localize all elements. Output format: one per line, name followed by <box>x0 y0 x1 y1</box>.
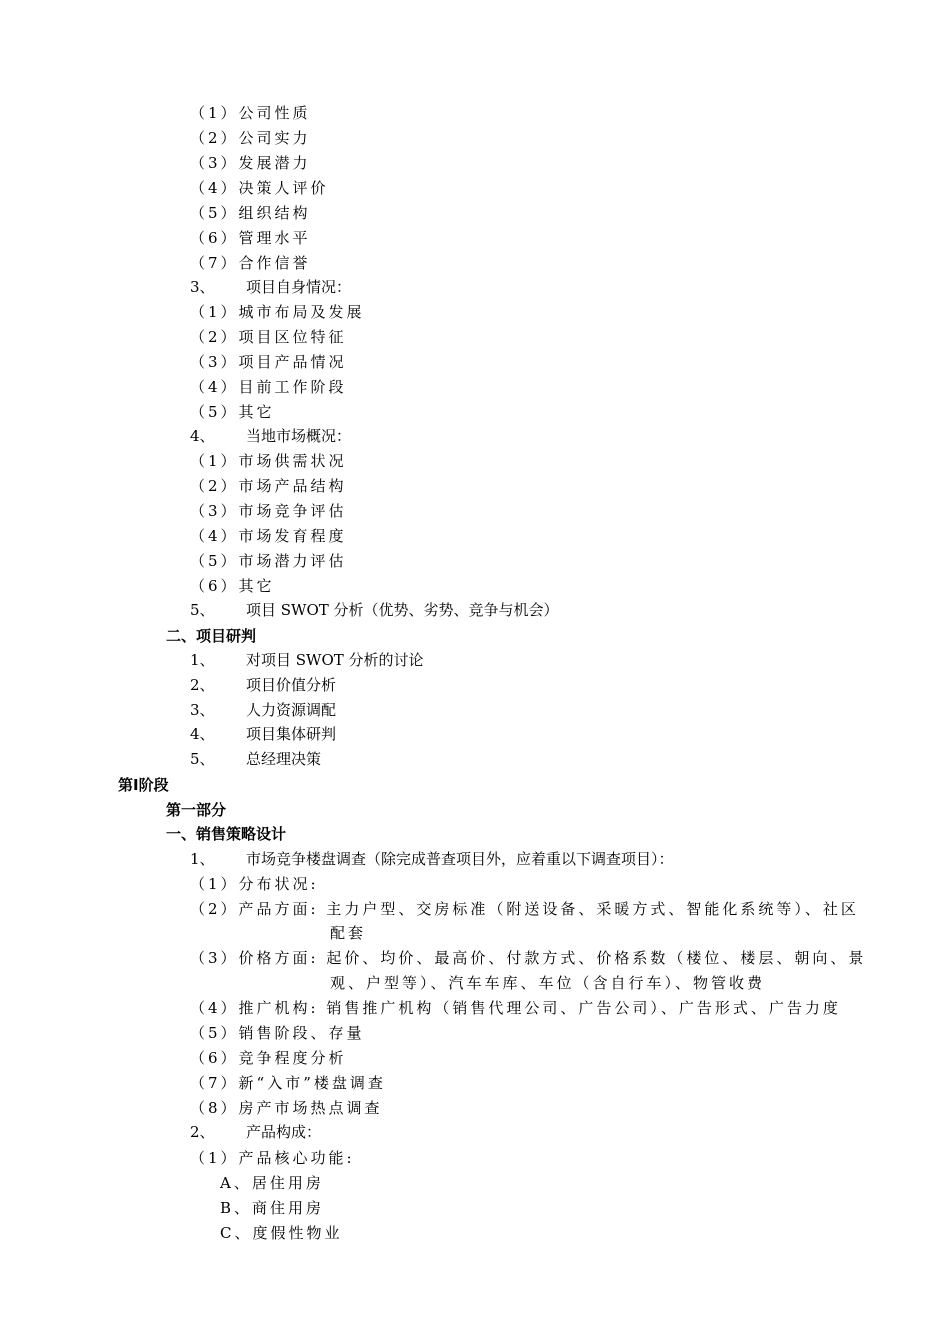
list-item: （5）市场潜力评估 <box>190 552 347 570</box>
list-item: （3）项目产品情况 <box>190 353 347 371</box>
list-item: （2）公司实力 <box>190 129 311 147</box>
list-item: （2）产品方面: 主力户型、交房标准（附送设备、采暖方式、智能化系统等）、社区 <box>190 900 859 918</box>
stage-heading: 第Ⅰ阶段 <box>118 776 169 794</box>
list-item: （3）发展潜力 <box>190 154 311 172</box>
section-heading: 二、项目研判 <box>166 627 257 645</box>
item-number: 2、 <box>190 676 215 694</box>
numbered-item <box>190 675 790 695</box>
list-item: （5）销售阶段、存量 <box>190 1024 365 1042</box>
section-heading: 一、销售策略设计 <box>166 825 287 843</box>
item-number: 4、 <box>190 427 215 445</box>
numbered-item <box>190 724 790 744</box>
numbered-item <box>190 600 830 620</box>
numbered-item <box>190 700 790 720</box>
item-number: 5、 <box>190 750 215 768</box>
list-item: （7）合作信誉 <box>190 254 311 272</box>
item-text: 项目集体研判 <box>246 725 337 743</box>
list-item: （6）其它 <box>190 577 275 595</box>
item-number: 3、 <box>190 278 215 296</box>
list-item: （3）价格方面: 起价、均价、最高价、付款方式、价格系数（楼位、楼层、朝向、景 <box>190 949 867 967</box>
list-item: （5）其它 <box>190 403 275 421</box>
item-text: 人力资源调配 <box>246 701 337 719</box>
sub-list-item: A、居住用房 <box>220 1174 324 1192</box>
item-number: 2、 <box>190 1123 215 1141</box>
item-number: 5、 <box>190 601 215 619</box>
numbered-item <box>190 277 790 297</box>
list-item: （2）项目区位特征 <box>190 328 347 346</box>
list-item: （5）组织结构 <box>190 204 311 222</box>
list-item: （1）产品核心功能: <box>190 1149 355 1167</box>
list-item: （3）市场竞争评估 <box>190 502 347 520</box>
part-heading: 第一部分 <box>166 801 227 819</box>
list-item: （2）市场产品结构 <box>190 477 347 495</box>
list-item: （4）市场发育程度 <box>190 527 347 545</box>
list-item: （1）市场供需状况 <box>190 452 347 470</box>
item-number: 4、 <box>190 725 215 743</box>
item-text: 项目自身情况： <box>246 278 352 296</box>
list-item: （1）公司性质 <box>190 104 311 122</box>
sub-list-item: C、度假性物业 <box>220 1224 343 1242</box>
numbered-item <box>190 426 790 446</box>
list-item: （1）城市布局及发展 <box>190 303 365 321</box>
list-item: （6）管理水平 <box>190 229 311 247</box>
item-text: 项目 SWOT 分析（优势、劣势、竞争与机会） <box>246 601 559 619</box>
list-item: （8）房产市场热点调查 <box>190 1099 383 1117</box>
item-number: 1、 <box>190 850 215 868</box>
item-text: 市场竞争楼盘调查（除完成普查项目外，应着重以下调查项目）： <box>246 850 674 868</box>
list-item: （4）目前工作阶段 <box>190 378 347 396</box>
item-number: 3、 <box>190 701 215 719</box>
list-item: （4）决策人评价 <box>190 179 329 197</box>
list-item: （6）竞争程度分析 <box>190 1049 347 1067</box>
list-item: （7）新“入市”楼盘调查 <box>190 1074 386 1092</box>
item-text: 当地市场概况： <box>246 427 352 445</box>
list-item-continuation: 观、户型等）、汽车车库、车位（含自行车）、物管收费 <box>330 974 766 992</box>
numbered-item <box>190 849 830 869</box>
item-text: 对项目 SWOT 分析的讨论 <box>246 651 424 669</box>
list-item-continuation: 配套 <box>330 924 367 942</box>
sub-list-item: B、商住用房 <box>220 1199 325 1217</box>
numbered-item <box>190 650 790 670</box>
item-text: 总经理决策 <box>246 750 322 768</box>
numbered-item <box>190 749 790 769</box>
item-number: 1、 <box>190 651 215 669</box>
list-item: （1）分布状况: <box>190 875 319 893</box>
item-text: 产品构成： <box>246 1123 322 1141</box>
item-text: 项目价值分析 <box>246 676 337 694</box>
numbered-item <box>190 1122 790 1142</box>
list-item: （4）推广机构: 销售推广机构（销售代理公司、广告公司）、广告形式、广告力度 <box>190 999 841 1017</box>
